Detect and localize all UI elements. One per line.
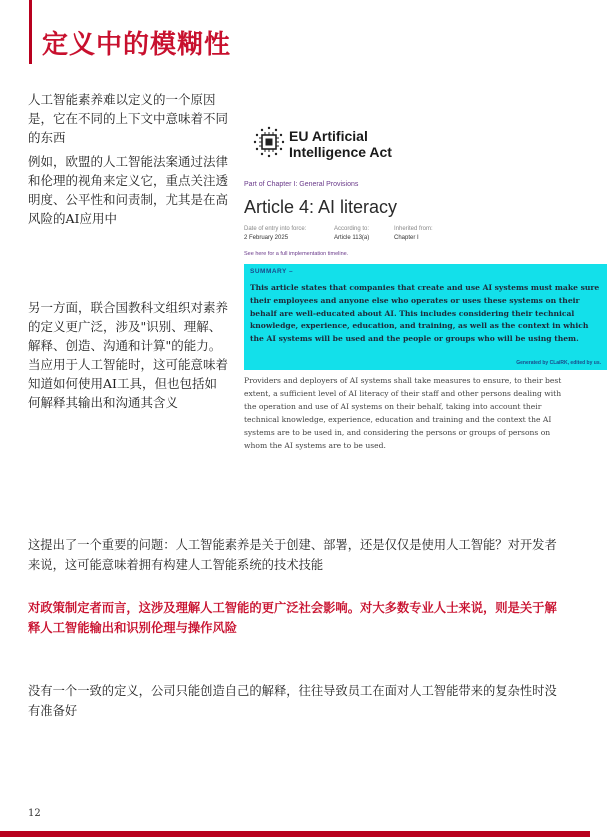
page-title: 定义中的模糊性 bbox=[42, 30, 232, 60]
logo-title-line1: EU Artificial bbox=[289, 128, 368, 144]
article-provisions-text: Providers and deployers of AI systems shall take measures to ensure, to their best extent, a sufficient level of AI literacy of their staff and other persons dealing with the operation and use of AI systems on their behalf, taking into account their technical knowledge, experience, education and training and the context the AI systems are to be used in, and considering the persons or groups of persons on whom the AI systems are to be used. bbox=[244, 376, 562, 450]
left-paragraph-1: 人工智能素养难以定义的一个原因是，它在不同的上下文中意味着不同的东西 bbox=[28, 92, 229, 145]
eu-ai-act-figure bbox=[241, 113, 601, 458]
body-paragraph-6: 没有一个一致的定义，公司只能创造自己的解释，往往导致员工在面对人工智能带来的复杂性时没有准备好 bbox=[28, 684, 557, 718]
logo-title-line2: Intelligence Act bbox=[289, 144, 392, 160]
part-of-link[interactable]: Part of Chapter I: General Provisions bbox=[244, 181, 359, 188]
eu-ai-act-chip-icon bbox=[252, 125, 286, 159]
highlight-paragraph: 对政策制定者而言，这涉及理解人工智能的更广泛社会影响。对大多数专业人士来说，则是关于解释人工智能输出和识别伦理与操作风险 bbox=[28, 601, 557, 635]
eu-ai-act-logo-text bbox=[289, 128, 392, 160]
generated-by-note: Generated by CLaiRK, edited by us. bbox=[516, 360, 601, 366]
summary-box bbox=[244, 264, 607, 370]
timeline-link[interactable]: See here for a full implementation timeline. bbox=[244, 251, 349, 257]
meta-label: According to: bbox=[334, 226, 370, 232]
meta-label: Inherited from: bbox=[394, 226, 433, 232]
article-title: Article 4: AI literacy bbox=[244, 197, 398, 217]
footer-accent-bar bbox=[0, 831, 590, 837]
meta-value: 2 February 2025 bbox=[244, 235, 289, 241]
meta-inherited-from bbox=[394, 225, 484, 243]
left-paragraph-2: 例如，欧盟的人工智能法案通过法律和伦理的视角来定义它，重点关注透明度、公平性和问责制，尤其是在高风险的AI应用中 bbox=[28, 154, 229, 226]
summary-label: SUMMARY – bbox=[250, 268, 294, 275]
article-meta bbox=[244, 225, 484, 243]
title-accent-bar bbox=[29, 0, 32, 64]
meta-label: Date of entry into force: bbox=[244, 226, 307, 232]
meta-value: Article 113(a) bbox=[334, 235, 370, 241]
meta-entry-into-force bbox=[244, 225, 334, 243]
meta-according-to bbox=[334, 225, 394, 243]
body-paragraph-4: 这提出了一个重要的问题：人工智能素养是关于创建、部署，还是仅仅是使用人工智能？对开发者来说，这可能意味着拥有构建人工智能系统的技术技能 bbox=[28, 538, 557, 572]
page-number: 12 bbox=[28, 808, 41, 819]
left-paragraph-3: 另一方面，联合国教科文组织对素养的定义更广泛，涉及"识别、理解、解释、创造、沟通和计算"的能力。当应用于人工智能时，这可能意味着知道如何使用AI工具，但也包括如何解释其输出和沟通其含义 bbox=[28, 300, 229, 410]
meta-value: Chapter I bbox=[394, 235, 419, 241]
summary-text: This article states that companies that create and use AI systems must make sure their employees and anyone else who operates or uses these systems on their behalf are well-educated about AI. This includes considering their technical knowledge, experience, education, and training, as well as the context in which the AI systems will be used and the people or groups who will be using them. bbox=[250, 283, 600, 344]
